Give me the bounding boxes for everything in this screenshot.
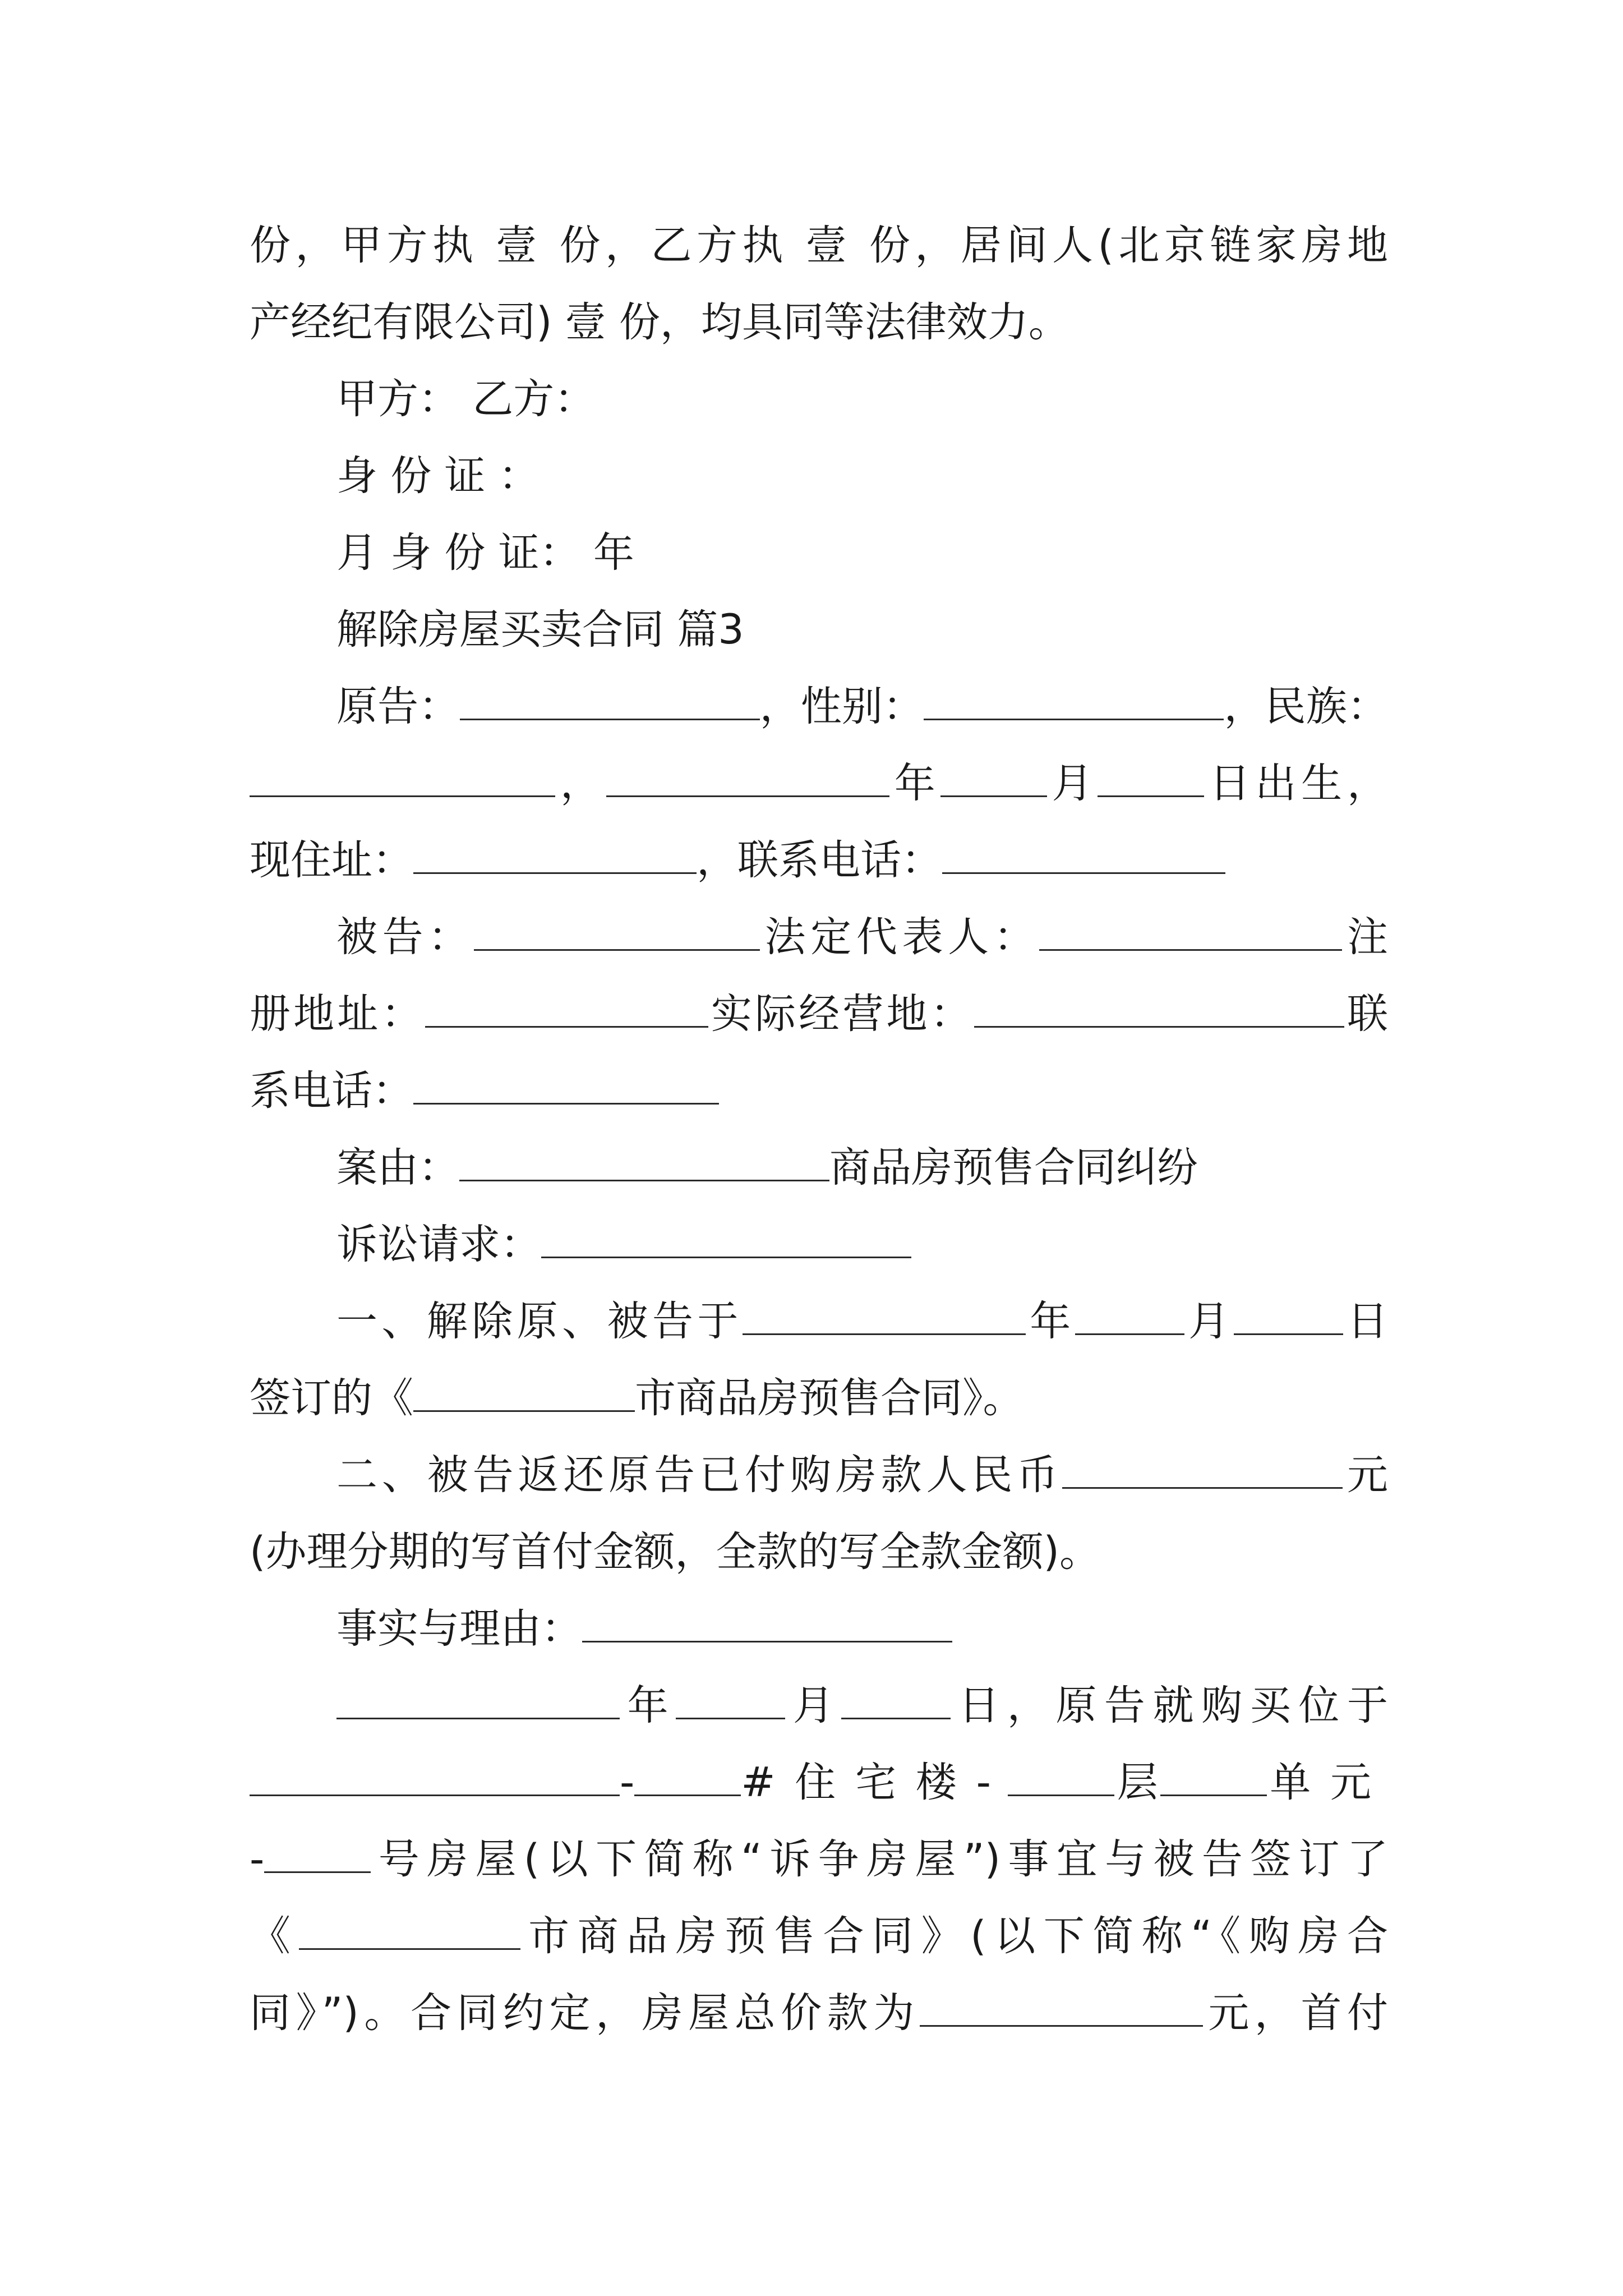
facts-line-1: [336, 1672, 1388, 1740]
fill-blank: [1075, 1293, 1184, 1335]
fill-blank: [743, 1293, 1026, 1335]
label: 年: [620, 1682, 676, 1729]
label: 元: [1343, 1451, 1389, 1499]
line-text: 身 份 证 ：: [336, 452, 540, 500]
facts-line-4: [250, 1903, 1388, 1970]
facts-heading-line: [336, 1595, 1388, 1663]
claims-line: [336, 1211, 1388, 1278]
label: 系电话：: [250, 1067, 413, 1115]
label: 月: [1046, 760, 1098, 807]
fill-blank: [634, 1754, 741, 1796]
label: 市商品房预售合同》。: [635, 1374, 1024, 1422]
fill-blank: [413, 1062, 719, 1105]
label: 事实与理由：: [336, 1605, 582, 1653]
contact-phone-line: [250, 1057, 1388, 1125]
label: 日: [1343, 1297, 1389, 1345]
label: 年: [889, 760, 940, 807]
label: 现住址：: [250, 836, 413, 884]
fill-blank: [425, 986, 708, 1028]
fill-blank: [413, 1370, 635, 1412]
address-line: [250, 827, 1388, 894]
label: 一、解除原、被告于: [336, 1297, 743, 1345]
section-heading: [336, 596, 1388, 664]
fill-blank: [924, 678, 1224, 720]
label: 册地址：: [250, 990, 425, 1038]
label: 日出生，: [1204, 760, 1389, 807]
line-text: 甲方： 乙方：: [336, 375, 596, 423]
line-text: 月 身 份 证： 年: [336, 529, 634, 577]
label: 同》”)。合同约定，房屋总价款为: [250, 1989, 920, 2037]
label: 月: [1184, 1297, 1234, 1345]
label: 市商品房预售合同》(以下简称“《购房合: [520, 1912, 1388, 1960]
label: 注: [1342, 913, 1389, 961]
fill-blank: [1160, 1754, 1267, 1796]
line-text: 产经纪有限公司) 壹 份，均具同等法律效力。: [250, 298, 1069, 346]
fill-blank: [336, 1677, 620, 1719]
fill-blank: [582, 1600, 952, 1642]
text-line-2: [250, 289, 1388, 356]
fill-blank: [1098, 755, 1204, 797]
fill-blank: [459, 1139, 829, 1181]
facts-line-3: [250, 1826, 1388, 1893]
id-card-line: [336, 443, 1388, 510]
fill-blank: [606, 755, 889, 797]
fill-blank: [841, 1677, 951, 1719]
label: 商品房预售合同纠纷: [829, 1144, 1198, 1191]
fill-blank: [299, 1908, 520, 1950]
facts-line-2: [250, 1749, 1388, 1816]
fill-blank: [460, 678, 760, 720]
id-card-line-2: [336, 519, 1388, 587]
label: 诉讼请求：: [336, 1221, 541, 1268]
plaintiff-line: [336, 673, 1388, 740]
label: 《: [250, 1912, 299, 1960]
label: 案由：: [336, 1144, 459, 1191]
case-cause-line: [336, 1134, 1388, 1202]
label: -: [250, 1835, 265, 1883]
label: 原告：: [336, 683, 460, 730]
label: 年: [1025, 1297, 1075, 1345]
claim-1-line: [336, 1288, 1388, 1355]
label: ，性别：: [759, 683, 924, 730]
label: 元，首付: [1202, 1989, 1388, 2037]
fill-blank: [974, 986, 1344, 1028]
label: 签订的《: [250, 1374, 413, 1422]
text-line-1: [250, 212, 1388, 279]
line-text: 份，甲方执 壹 份，乙方执 壹 份，居间人(北京链家房地: [250, 222, 1388, 269]
label: 层: [1114, 1759, 1161, 1806]
label: 月: [785, 1682, 842, 1729]
line-text: (办理分期的写首付金额，全款的写全款金额)。: [250, 1528, 1100, 1576]
heading-text: 解除房屋买卖合同 篇3: [336, 606, 744, 654]
label: 实际经营地：: [708, 990, 974, 1038]
plaintiff-birth-line: [250, 750, 1388, 817]
label: 被告：: [336, 913, 474, 961]
fill-blank: [1039, 909, 1342, 951]
label: 日，原告就购买位于: [951, 1682, 1389, 1729]
label: 联: [1344, 990, 1389, 1038]
label: 号房屋(以下简称“诉争房屋”)事宜与被告签订了: [371, 1835, 1388, 1883]
claim-1-cont-line: [250, 1365, 1388, 1432]
fill-blank: [250, 1754, 620, 1796]
defendant-line: [336, 904, 1388, 971]
fill-blank: [920, 1985, 1203, 2027]
claim-2-line: [336, 1442, 1388, 1509]
fill-blank: [474, 909, 760, 951]
fill-blank: [940, 755, 1047, 797]
fill-blank: [541, 1216, 911, 1258]
label: ，民族：: [1224, 683, 1389, 730]
fill-blank: [264, 1831, 371, 1873]
fill-blank: [413, 832, 697, 874]
party-label-line: [336, 366, 1388, 433]
label: 单元: [1267, 1759, 1389, 1806]
label: -: [620, 1759, 635, 1806]
claim-2-note-line: [250, 1519, 1388, 1586]
fill-blank: [1234, 1293, 1343, 1335]
label: ，联系电话：: [697, 836, 942, 884]
registered-address-line: [250, 981, 1388, 1048]
label: #住宅楼-: [741, 1759, 1008, 1806]
fill-blank: [250, 755, 555, 797]
label: 二、被告返还原告已付购房款人民币: [336, 1451, 1063, 1499]
fill-blank: [942, 832, 1225, 874]
label: ，: [555, 760, 606, 807]
facts-line-5: [250, 1980, 1388, 2047]
label: 法定代表人：: [759, 913, 1040, 961]
fill-blank: [1062, 1447, 1343, 1489]
fill-blank: [1008, 1754, 1114, 1796]
fill-blank: [676, 1677, 785, 1719]
